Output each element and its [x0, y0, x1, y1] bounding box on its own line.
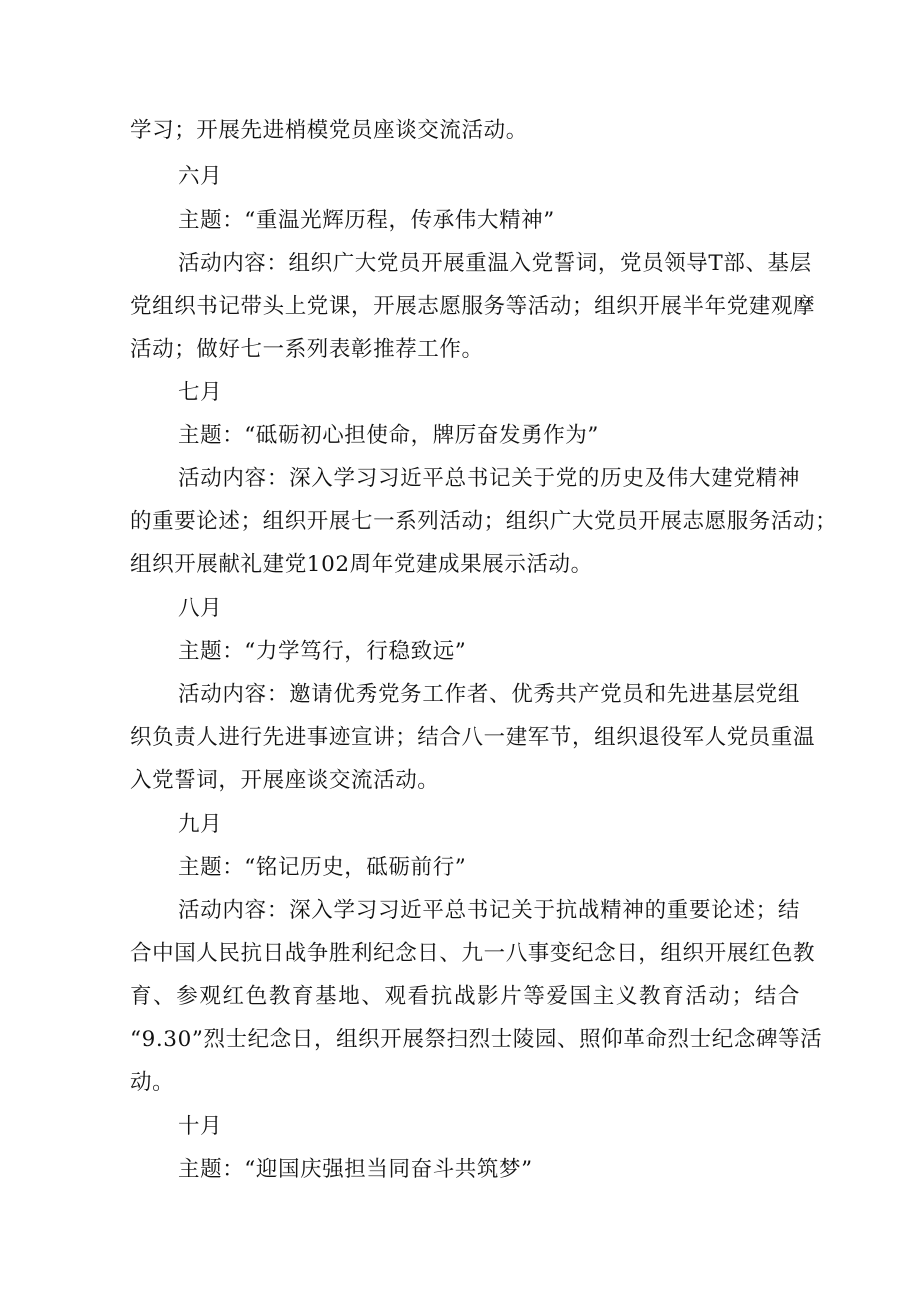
- theme-october: 主题：“迎国庆强担当同奋斗共筑梦”: [178, 1157, 533, 1182]
- theme-august: 主题：“力学笃行，行稳致远”: [178, 639, 467, 664]
- content-line-august-2: 织负责人进行先进事迹宣讲；结合八一建军节，组织退役军人党员重温: [130, 725, 816, 750]
- content-line-july-1: 活动内容：深入学习习近平总书记关于党的历史及伟大建党精神: [178, 466, 800, 491]
- content-line-september-2: 合中国人民抗日战争胜利纪念日、九一八事变纪念日，组织开展红色教: [130, 941, 816, 966]
- content-line-september-5: 动。: [130, 1070, 175, 1095]
- content-line-august-3: 入党誓词，开展座谈交流活动。: [130, 768, 440, 793]
- theme-september: 主题：“铭记历史，砥砺前行”: [178, 855, 467, 880]
- theme-july: 主题：“砥砺初心担使命，牌厉奋发勇作为”: [178, 423, 599, 448]
- content-line-july-3: 组织开展献礼建党102周年党建成果展示活动。: [130, 552, 593, 577]
- content-line-july-2: 的重要论述；组织开展七一系列活动；组织广大党员开展志愿服务活动；: [130, 509, 838, 534]
- month-heading-september: 九月: [178, 812, 223, 837]
- content-line-june-2: 党组织书记带头上党课，开展志愿服务等活动；组织开展半年党建观摩: [130, 294, 816, 319]
- month-heading-august: 八月: [178, 596, 223, 621]
- month-heading-july: 七月: [178, 380, 223, 405]
- intro-tail-line: 学习；开展先进梢模党员座谈交流活动。: [130, 118, 528, 143]
- theme-june: 主题：“重温光辉历程，传承伟大精神”: [178, 208, 555, 233]
- month-heading-october: 十月: [178, 1114, 223, 1139]
- month-heading-june: 六月: [178, 164, 223, 189]
- content-line-september-1: 活动内容：深入学习习近平总书记关于抗战精神的重要论述；结: [178, 898, 800, 923]
- content-line-june-3: 活动；做好七一系列表彰推荐工作。: [130, 337, 484, 362]
- content-line-september-4: “9.30”烈士纪念日，组织开展祭扫烈士陵园、照仰革命烈士纪念碑等活: [130, 1027, 823, 1052]
- content-line-june-1: 活动内容：组织广大党员开展重温入党誓词，党员领导T部、基层: [178, 251, 812, 276]
- content-line-august-1: 活动内容：邀请优秀党务工作者、优秀共产党员和先进基层党组: [178, 682, 800, 707]
- content-line-september-3: 育、参观红色教育基地、观看抗战影片等爱国主义教育活动；结合: [130, 984, 800, 1009]
